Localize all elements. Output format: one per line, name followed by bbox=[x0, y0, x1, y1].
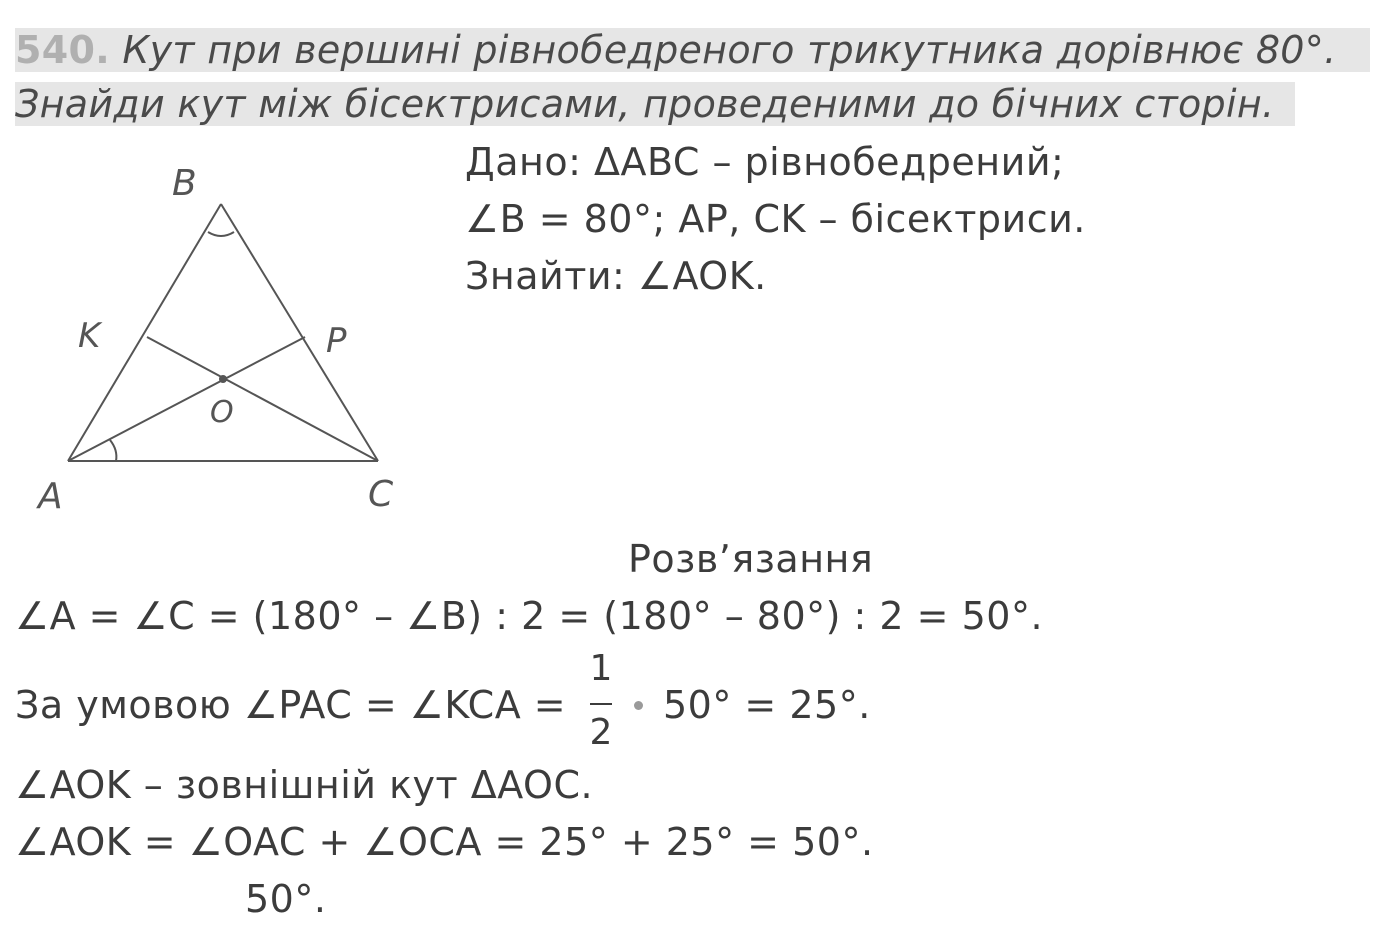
solution-step-4: ∠AOK = ∠OAC + ∠OCA = 25° + 25° = 50°. bbox=[15, 820, 874, 864]
problem-line-1 bbox=[15, 28, 1370, 72]
label-k: K bbox=[78, 316, 101, 356]
solution-step-1: ∠A = ∠C = (180° – ∠B) : 2 = (180° – 80°) : 2 = 50°. bbox=[15, 594, 1044, 638]
problem-number: 540. bbox=[15, 28, 110, 72]
side-bc bbox=[221, 204, 378, 461]
fraction-bar bbox=[590, 703, 612, 705]
angle-mark-a bbox=[110, 440, 116, 461]
problem-text-2: Знайди кут між бісектрисами, проведеними до бічних сторін. bbox=[15, 82, 1275, 126]
fraction-numerator: 1 bbox=[589, 648, 613, 689]
bisector-ap bbox=[68, 337, 305, 461]
problem-text-1: Кут при вершині рівнобедреного трикутника дорівнює 80°. bbox=[122, 28, 1337, 72]
point-o bbox=[219, 375, 227, 383]
triangle-figure bbox=[20, 150, 440, 530]
label-b: B bbox=[172, 163, 197, 204]
fraction-denominator: 2 bbox=[589, 712, 613, 753]
solution-heading: Розв’язання bbox=[628, 537, 874, 581]
solution-step-2-suffix: 50° = 25°. bbox=[663, 683, 871, 727]
solution-step-2-prefix: За умовою ∠PAC = ∠KCA = bbox=[15, 683, 567, 727]
answer: 50°. bbox=[245, 877, 327, 921]
label-c: C bbox=[368, 474, 394, 515]
label-o: O bbox=[210, 395, 234, 430]
given-line-1: Дано: ΔABC – рівнобедрений; bbox=[465, 140, 1065, 184]
solution-step-3: ∠AOK – зовнішній кут ΔAOC. bbox=[15, 763, 594, 807]
label-p: P bbox=[326, 321, 347, 361]
given-line-2: ∠B = 80°; AP, CK – бісектриси. bbox=[465, 197, 1086, 241]
multiply-dot bbox=[634, 701, 643, 710]
label-a: A bbox=[38, 476, 63, 517]
given-line-3: Знайти: ∠AOK. bbox=[465, 254, 767, 298]
problem-line-2 bbox=[15, 82, 1295, 126]
angle-mark-b bbox=[208, 232, 234, 236]
